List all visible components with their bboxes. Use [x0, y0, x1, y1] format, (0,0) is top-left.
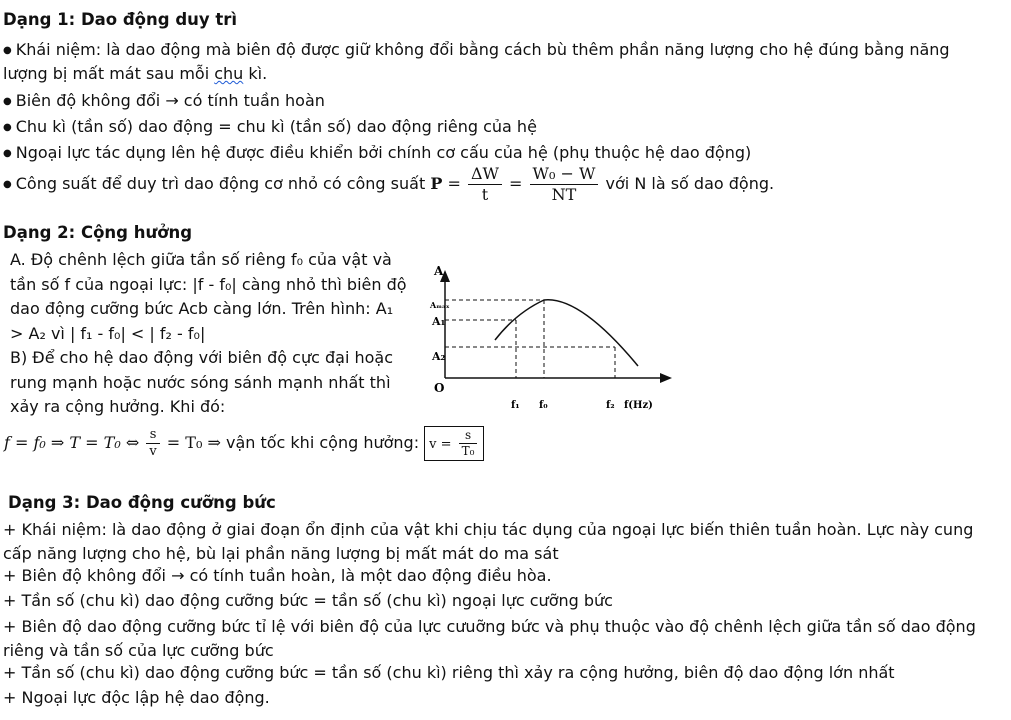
section2-para-a: A. Độ chênh lệch giữa tần số riêng f₀ của vật và tần số f của ngoại lực: |f - f₀| càng nhỏ thì biên độ dao động cưỡng bức Acb càng lớn. Trên hình: A₁ > A₂ vì | f₁ - f₀| < | f₂ - f₀| [10, 250, 407, 343]
fraction-dw-t [468, 164, 502, 205]
formula-text: vận tốc khi cộng hưởng: [225, 433, 420, 452]
section3-line4: + Biên độ dao động cưỡng bức tỉ lệ với biên độ của lực cưuỡng bức và phụ thuộc vào độ chênh lệch giữa tần số dao động riêng và tần số của lực cưỡng bức [3, 617, 976, 660]
power-equals-2: = [509, 174, 523, 193]
label-f1: f₁ [511, 400, 520, 411]
power-formula-line [3, 164, 774, 205]
fraction-w0-w: W₀ − W [530, 164, 599, 185]
label-a1: A₁ [432, 315, 446, 328]
section3-line1: + Khái niệm: là dao động ở giai đoạn ổn định của vật khi chịu tác dụng của ngoại lực biến thiên tuần hoàn. Lực này cung cấp năng lượng cho hệ, bù lại phần năng lượng bị mất mát do ma sát [3, 520, 974, 563]
power-symbol: P [430, 174, 443, 193]
power-prefix: ● Công suất để duy trì dao động cơ nhỏ có công suất [3, 174, 425, 193]
resonance-graph [420, 258, 680, 418]
fraction-v: v [149, 444, 157, 459]
fraction-dw: ΔW [468, 164, 502, 185]
fraction-t: t [481, 185, 489, 204]
box-s: s [459, 428, 478, 444]
fraction-s: s [146, 427, 159, 444]
formula-mid: = T₀ ⇒ [166, 433, 221, 452]
section1-title: Dạng 1: Dao động duy trì [3, 10, 238, 29]
label-amax: Aₘₐₓ [430, 300, 450, 310]
fraction-w-nt [530, 164, 599, 205]
resonance-formula-line [4, 426, 484, 461]
formula-left: f = f₀ ⇒ T = T₀ ⇔ [4, 433, 140, 452]
bullet-period: ● Chu kì (tần số) dao động = chu kì (tần số) dao động riêng của hệ [3, 117, 537, 136]
fraction-s-t0 [459, 428, 478, 459]
label-f0: f₀ [539, 400, 548, 411]
label-origin: O [434, 381, 445, 395]
label-x-axis: f(Hz) [624, 400, 653, 411]
bullet-amplitude: ● Biên độ không đổi → có tính tuần hoàn [3, 91, 325, 110]
spellcheck-word: chu [214, 64, 244, 83]
section3-line3: + Tần số (chu kì) dao động cưỡng bức = tần số (chu kì) ngoại lực cưỡng bức [3, 591, 613, 610]
section3-line2: + Biên độ không đổi → có tính tuần hoàn, là một dao động điều hòa. [3, 566, 552, 585]
section2-title: Dạng 2: Cộng hưởng [3, 223, 193, 242]
section3-title: Dạng 3: Dao động cưỡng bức [8, 493, 276, 512]
fraction-s-v [146, 427, 159, 460]
label-a2: A₂ [432, 350, 446, 363]
section2-para-b: B) Để cho hệ dao động với biên độ cực đại hoặc rung mạnh hoặc nước sóng sánh mạnh nhất thì xảy ra cộng hưởng. Khi đó: [10, 348, 394, 416]
fraction-nt: NT [551, 185, 577, 204]
section1-concept-line1: ● Khái niệm: là dao động mà biên độ được giữ không đổi bằng cách bù thêm phần năng lượng cho hệ đúng bằng năng [3, 40, 950, 59]
power-equals-1: = [447, 174, 461, 193]
section3-line5: + Tần số (chu kì) dao động cưỡng bức = tần số (chu kì) riêng thì xảy ra cộng hưởng, biên độ dao động lớn nhất [3, 663, 895, 682]
concept-line2-a: lượng bị mất mát sau mỗi [3, 64, 215, 83]
power-suffix: với N là số dao động. [605, 174, 775, 193]
bullet-force: ● Ngoại lực tác dụng lên hệ được điều khiển bởi chính cơ cấu của hệ (phụ thuộc hệ dao động) [3, 143, 751, 162]
section1-concept-line2 [3, 64, 267, 83]
label-y-axis: A [434, 264, 444, 278]
box-v: v = [429, 437, 452, 452]
concept-line2-c: kì. [243, 64, 268, 83]
section3-line6: + Ngoại lực độc lập hệ dao động. [3, 688, 270, 707]
label-f2: f₂ [606, 400, 615, 411]
x-axis-arrow [660, 373, 672, 383]
box-t0: T₀ [461, 444, 475, 458]
velocity-box [424, 426, 484, 461]
